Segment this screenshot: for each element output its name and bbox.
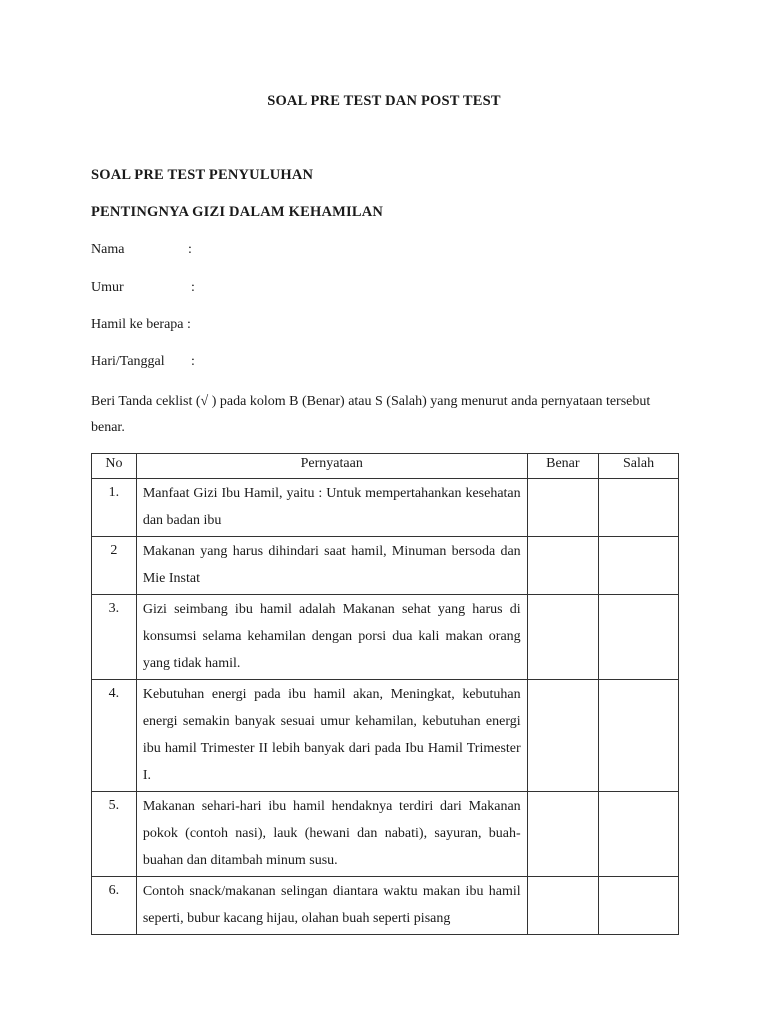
- salah-checkbox-cell[interactable]: [599, 680, 679, 792]
- table-row: [92, 479, 679, 537]
- salah-checkbox-cell[interactable]: [599, 537, 679, 595]
- table-row: [92, 792, 679, 877]
- benar-checkbox-cell[interactable]: [527, 792, 598, 877]
- field-label: Nama: [91, 242, 125, 257]
- benar-checkbox-cell[interactable]: [527, 537, 598, 595]
- table-row: [92, 537, 679, 595]
- benar-checkbox-cell[interactable]: [527, 680, 598, 792]
- field-hari-tanggal: [91, 354, 195, 370]
- header-no: No: [92, 454, 137, 479]
- question-table: [91, 453, 679, 935]
- row-number: 5.: [92, 792, 137, 877]
- row-number: 2: [92, 537, 137, 595]
- field-nama: [91, 242, 192, 258]
- topic-heading: PENTINGNYA GIZI DALAM KEHAMILAN: [91, 204, 384, 220]
- section-heading: SOAL PRE TEST PENYULUHAN: [91, 167, 314, 183]
- benar-checkbox-cell[interactable]: [527, 479, 598, 537]
- table-row: [92, 877, 679, 935]
- field-label: Hari/Tanggal: [91, 354, 165, 369]
- field-umur: [91, 280, 195, 296]
- header-statement: Pernyataan: [136, 454, 527, 479]
- field-label: Umur: [91, 280, 124, 295]
- benar-checkbox-cell[interactable]: [527, 595, 598, 680]
- document-title: SOAL PRE TEST DAN POST TEST: [267, 93, 501, 109]
- field-label: Hamil ke berapa :: [91, 317, 191, 332]
- table-header-row: [92, 454, 679, 479]
- row-statement: Kebutuhan energi pada ibu hamil akan, Meningkat, kebutuhan energi semakin banyak sesuai umur kehamilan, kebutuhan energi ibu hamil Trimester II lebih banyak dari pada Ibu Hamil Trimester I.: [136, 680, 527, 792]
- salah-checkbox-cell[interactable]: [599, 877, 679, 935]
- field-colon: :: [191, 354, 195, 369]
- salah-checkbox-cell[interactable]: [599, 479, 679, 537]
- row-statement: Contoh snack/makanan selingan diantara waktu makan ibu hamil seperti, bubur kacang hijau, olahan buah seperti pisang: [136, 877, 527, 935]
- row-statement: Makanan sehari-hari ibu hamil hendaknya terdiri dari Makanan pokok (contoh nasi), lauk (hewani dan nabati), sayuran, buah-buahan dan ditambah minum susu.: [136, 792, 527, 877]
- row-number: 4.: [92, 680, 137, 792]
- field-colon: :: [191, 280, 195, 295]
- row-statement: Makanan yang harus dihindari saat hamil, Minuman bersoda dan Mie Instat: [136, 537, 527, 595]
- instruction-text: Beri Tanda ceklist (√ ) pada kolom B (Benar) atau S (Salah) yang menurut anda pernyataan tersebut benar.: [91, 394, 651, 435]
- field-colon: :: [188, 242, 192, 257]
- row-statement: Manfaat Gizi Ibu Hamil, yaitu : Untuk mempertahankan kesehatan dan badan ibu: [136, 479, 527, 537]
- table-row: [92, 680, 679, 792]
- table-row: [92, 595, 679, 680]
- salah-checkbox-cell[interactable]: [599, 595, 679, 680]
- benar-checkbox-cell[interactable]: [527, 877, 598, 935]
- header-benar: Benar: [527, 454, 598, 479]
- row-number: 1.: [92, 479, 137, 537]
- salah-checkbox-cell[interactable]: [599, 792, 679, 877]
- row-number: 3.: [92, 595, 137, 680]
- header-salah: Salah: [599, 454, 679, 479]
- row-statement: Gizi seimbang ibu hamil adalah Makanan sehat yang harus di konsumsi selama kehamilan dengan porsi dua kali makan orang yang tidak hamil.: [136, 595, 527, 680]
- field-hamil-ke: [91, 317, 191, 333]
- row-number: 6.: [92, 877, 137, 935]
